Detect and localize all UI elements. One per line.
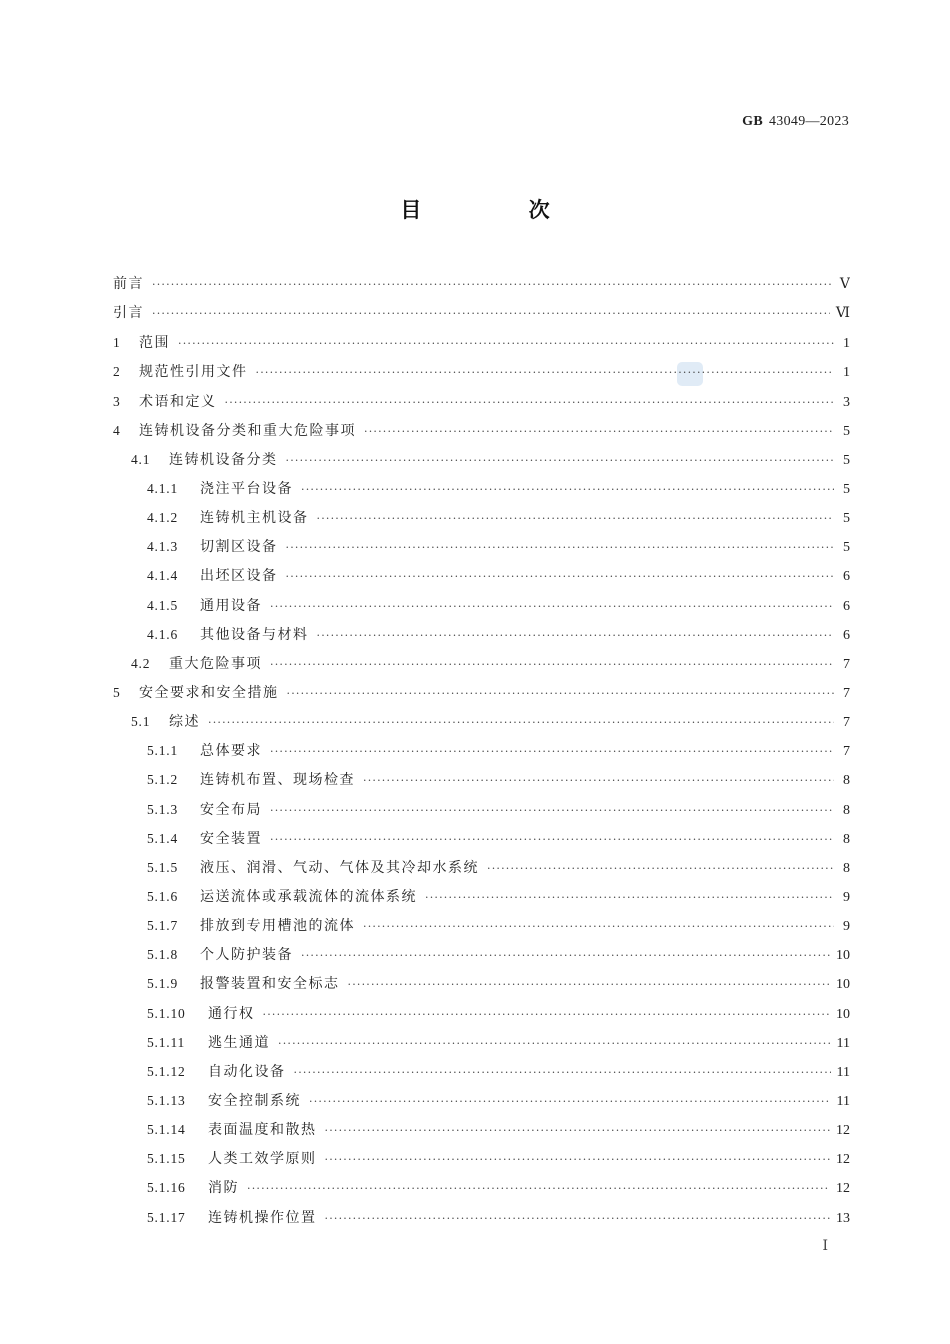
dot-leader (294, 1058, 831, 1086)
toc-entry-page: 12 (836, 1123, 850, 1139)
toc-entry[interactable] (113, 357, 850, 386)
toc-entry-page: 11 (836, 1093, 850, 1109)
toc-entry-title: 逃生通道 (208, 1034, 270, 1051)
toc-entry[interactable] (113, 1057, 850, 1086)
dot-leader (270, 592, 834, 620)
toc-entry[interactable] (113, 532, 850, 561)
toc-entry-title: 连铸机布置、现场检查 (200, 772, 355, 789)
standard-number (742, 114, 849, 130)
toc-entry[interactable] (113, 620, 850, 649)
toc-entry[interactable] (113, 999, 850, 1028)
dot-leader (487, 854, 834, 882)
toc-entry-title: 术语和定义 (139, 393, 217, 410)
toc-entry-page: 5 (843, 540, 850, 556)
toc-entry[interactable] (113, 678, 850, 707)
dot-leader (178, 329, 834, 357)
toc-entry-number: 5.1.1 (147, 743, 178, 759)
toc-entry[interactable] (113, 1028, 850, 1057)
toc-entry[interactable] (113, 882, 850, 911)
toc-entry[interactable] (113, 1173, 850, 1202)
toc-entry[interactable] (113, 940, 850, 969)
toc-entry-number: 4.1.2 (147, 510, 178, 526)
dot-leader (325, 1116, 831, 1144)
dot-leader (425, 883, 834, 911)
toc-entry-page: 9 (843, 919, 850, 935)
toc-entry-title: 自动化设备 (208, 1063, 286, 1080)
toc-entry-page: 9 (843, 889, 850, 905)
dot-leader (208, 708, 834, 736)
toc-entry[interactable] (113, 736, 850, 765)
toc-entry-page: 11 (836, 1035, 850, 1051)
toc-entry-page: Ⅵ (835, 306, 850, 322)
toc-entry-title: 安全控制系统 (208, 1092, 301, 1109)
toc-entry[interactable] (113, 1115, 850, 1144)
toc-entry-page: 5 (843, 511, 850, 527)
toc-entry-number: 5.1.14 (147, 1122, 186, 1138)
dot-leader (317, 504, 835, 532)
toc-entry-number: 5.1.6 (147, 888, 178, 904)
toc-entry[interactable] (113, 1086, 850, 1115)
toc-entry-number: 5.1.12 (147, 1063, 186, 1079)
toc-entry-number: 2 (113, 364, 121, 380)
toc-entry-title: 范围 (139, 335, 170, 352)
toc-entry-number: 4.1 (131, 451, 151, 467)
toc-entry-page: 5 (843, 452, 850, 468)
toc-entry-page: 8 (843, 773, 850, 789)
page-title: 目 次 (400, 198, 600, 222)
toc-entry-number: 4.1.4 (147, 568, 178, 584)
toc-entry-title: 连铸机主机设备 (200, 510, 309, 527)
toc-entry-number: 5 (113, 684, 121, 700)
toc-entry-number: 5.1.3 (147, 801, 178, 817)
toc-entry-title: 通用设备 (200, 597, 262, 614)
toc-entry-number: 5.1.16 (147, 1180, 186, 1196)
dot-leader (270, 650, 834, 678)
dot-leader (287, 679, 835, 707)
toc-entry-number: 5.1.4 (147, 830, 178, 846)
dot-leader (286, 562, 835, 590)
toc-entry-page: 7 (843, 744, 850, 760)
toc-entry[interactable] (113, 649, 850, 678)
toc-entry-page: 8 (843, 860, 850, 876)
toc-entry[interactable] (113, 474, 850, 503)
toc-entry-page: 10 (836, 1006, 850, 1022)
toc-entry-title: 总体要求 (200, 743, 262, 760)
toc-entry-number: 4.1.6 (147, 626, 178, 642)
dot-leader (317, 621, 835, 649)
toc-entry[interactable] (113, 853, 850, 882)
toc-entry-number: 5.1.11 (147, 1034, 186, 1050)
toc-entry-title: 连铸机设备分类 (169, 451, 278, 468)
dot-leader (152, 299, 830, 328)
toc-entry-page: 10 (836, 977, 850, 993)
toc-entry-page: 1 (843, 336, 850, 352)
dot-leader (325, 1145, 831, 1173)
toc-entry-page: 7 (843, 715, 850, 731)
toc-entry-title: 前言 (113, 276, 144, 292)
dot-leader (363, 766, 834, 794)
toc-entry-title: 消防 (208, 1180, 239, 1197)
toc-entry-number: 5.1.8 (147, 947, 178, 963)
toc-entry-number: 5.1.2 (147, 772, 178, 788)
toc-entry-page: 5 (843, 481, 850, 497)
toc-entry-page: 10 (836, 948, 850, 964)
dot-leader (309, 1087, 831, 1115)
toc-entry[interactable] (113, 387, 850, 416)
dot-leader (325, 1204, 831, 1232)
toc-entry-number: 1 (113, 335, 121, 351)
toc-entry-page: 5 (843, 423, 850, 439)
toc-entry-title: 浇注平台设备 (200, 480, 293, 497)
toc-entry-page: 6 (843, 569, 850, 585)
toc-entry-title: 运送流体或承载流体的流体系统 (200, 888, 417, 905)
toc-entry[interactable] (113, 1144, 850, 1173)
toc-entry-title: 个人防护装备 (200, 947, 293, 964)
toc-entry[interactable] (113, 561, 850, 590)
toc-entry[interactable] (113, 416, 850, 445)
toc-entry-page: 8 (843, 831, 850, 847)
dot-leader (270, 796, 834, 824)
dot-leader (256, 358, 835, 386)
dot-leader (278, 1029, 831, 1057)
table-of-contents (113, 270, 850, 1232)
toc-entry-number: 5.1.10 (147, 1005, 186, 1021)
dot-leader (301, 941, 830, 969)
toc-entry-number: 3 (113, 393, 121, 409)
toc-entry-title: 切割区设备 (200, 539, 278, 556)
dot-leader (363, 912, 834, 940)
toc-entry[interactable] (113, 824, 850, 853)
toc-entry[interactable] (113, 503, 850, 532)
toc-entry-page: 7 (843, 685, 850, 701)
dot-leader (270, 825, 834, 853)
toc-entry-title: 安全要求和安全措施 (139, 684, 279, 701)
toc-entry-page: 3 (843, 394, 850, 410)
toc-entry-number: 4 (113, 422, 121, 438)
toc-entry-title: 报警装置和安全标志 (200, 976, 340, 993)
toc-entry-number: 4.2 (131, 655, 151, 671)
toc-entry[interactable] (113, 328, 850, 357)
dot-leader (364, 417, 834, 445)
toc-entry-number: 5.1.15 (147, 1151, 186, 1167)
toc-entry-title: 安全装置 (200, 830, 262, 847)
toc-entry-title: 液压、润滑、气动、气体及其冷却水系统 (200, 859, 479, 876)
dot-leader (286, 446, 835, 474)
toc-entry[interactable] (113, 969, 850, 998)
toc-entry-number: 5.1.5 (147, 859, 178, 875)
toc-entry-page: 6 (843, 598, 850, 614)
toc-entry-page: 12 (836, 1152, 850, 1168)
toc-entry-title: 安全布局 (200, 801, 262, 818)
toc-entry-title: 其他设备与材料 (200, 626, 309, 643)
toc-entry-title: 重大危险事项 (169, 655, 262, 672)
dot-leader (247, 1174, 830, 1202)
dot-leader (286, 533, 835, 561)
toc-entry[interactable] (113, 765, 850, 794)
toc-entry-title: 出坯区设备 (200, 568, 278, 585)
toc-entry[interactable] (113, 270, 850, 299)
page-number: Ⅰ (822, 1239, 828, 1254)
toc-entry-title: 综述 (169, 714, 200, 731)
toc-entry-page: 7 (843, 656, 850, 672)
standard-code: 43049—2023 (769, 114, 849, 129)
toc-entry[interactable] (113, 299, 850, 328)
toc-entry-title: 人类工效学原则 (208, 1151, 317, 1168)
toc-entry-number: 5.1 (131, 714, 151, 730)
toc-entry-title: 引言 (113, 305, 144, 322)
toc-entry-page: 8 (843, 802, 850, 818)
dot-leader (348, 970, 831, 998)
toc-entry-number: 5.1.9 (147, 976, 178, 992)
toc-entry[interactable] (113, 795, 850, 824)
toc-entry-title: 通行权 (208, 1005, 255, 1022)
toc-entry[interactable] (113, 707, 850, 736)
toc-entry-number: 4.1.1 (147, 480, 178, 496)
dot-leader (152, 270, 834, 299)
dot-leader (270, 737, 834, 765)
toc-entry-page: 11 (836, 1064, 850, 1080)
toc-entry-number: 4.1.3 (147, 539, 178, 555)
toc-entry[interactable] (113, 1203, 850, 1232)
standard-prefix: GB (742, 114, 763, 129)
toc-entry-page: 12 (836, 1181, 850, 1197)
toc-entry-page: 6 (843, 627, 850, 643)
dot-leader (301, 475, 834, 503)
toc-entry-page: 1 (843, 365, 850, 381)
toc-entry-page: Ⅴ (839, 277, 850, 292)
toc-entry-title: 连铸机设备分类和重大危险事项 (139, 422, 356, 439)
toc-entry-number: 5.1.17 (147, 1209, 186, 1225)
toc-entry[interactable] (113, 445, 850, 474)
toc-entry-number: 5.1.13 (147, 1092, 186, 1108)
dot-leader (225, 388, 835, 416)
dot-leader (263, 1000, 831, 1028)
toc-entry-page: 13 (836, 1210, 850, 1226)
toc-entry[interactable] (113, 591, 850, 620)
toc-entry-number: 4.1.5 (147, 597, 178, 613)
toc-entry-number: 5.1.7 (147, 918, 178, 934)
toc-entry-title: 连铸机操作位置 (208, 1209, 317, 1226)
toc-entry-title: 排放到专用槽池的流体 (200, 918, 355, 935)
toc-entry[interactable] (113, 911, 850, 940)
toc-entry-title: 规范性引用文件 (139, 364, 248, 381)
toc-entry-title: 表面温度和散热 (208, 1122, 317, 1139)
